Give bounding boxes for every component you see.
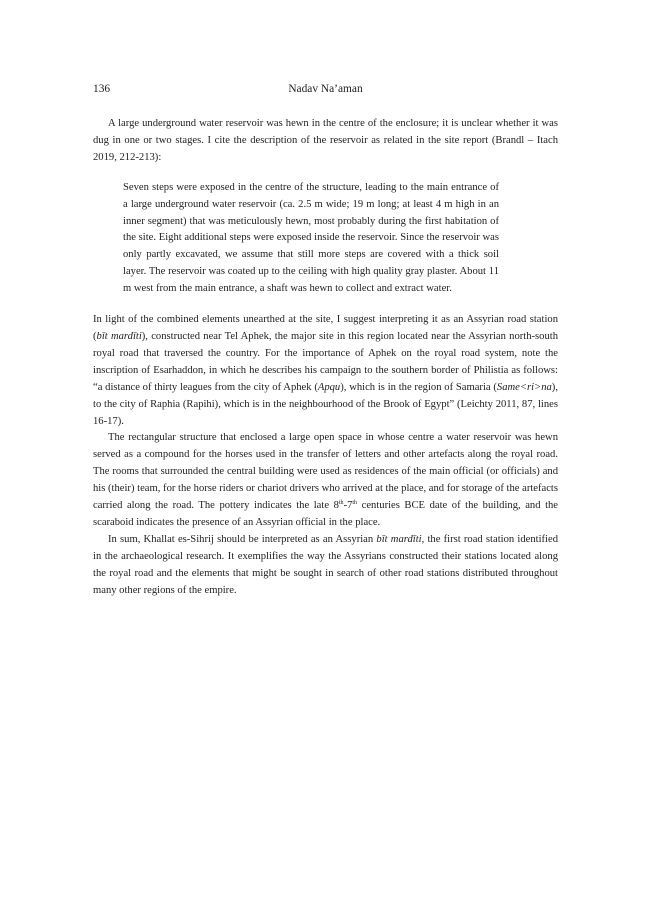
italic-term: Apqu — [317, 381, 341, 393]
paragraph-rectangular-structure — [93, 430, 558, 531]
text-span: In sum, Khallat es-Sihrij should be interpreted as an Assyrian — [108, 533, 377, 545]
superscript: th — [338, 500, 344, 507]
italic-term: bīt mardīti — [376, 533, 422, 545]
paragraph-conclusion — [93, 532, 558, 600]
text-span: ), constructed near Tel Aphek, the major site in this region located near the Assyrian north-south royal road that traversed the country. For the importance of Aphek on the royal road system, note the inscription of Esarhaddon, in which he describes his campaign to the southern border of Philistia as follows: “a distance of thirty leagues from the city of Aphek ( — [93, 330, 559, 393]
paragraph-road-station — [93, 312, 558, 430]
running-head: Nadav Na’aman — [288, 83, 363, 95]
body-text — [93, 116, 558, 599]
text-span: In light of the combined elements unearthed at the site, I suggest interpreting it as an Assyrian road station ( — [93, 314, 558, 342]
text-span: ), which is in the region of Samaria ( — [340, 381, 497, 393]
italic-term: Same<ri>na — [496, 381, 552, 393]
page-number: 136 — [93, 83, 111, 95]
block-quote: Seven steps were exposed in the centre of the structure, leading to the main entrance of a large underground water reservoir (ca. 2.5 m wide; 19 m long; at least 4 m high in an inner segment) that was meticulously hewn, most probably during the first habitation of the site. Eight additional steps were exposed inside the reservoir. Since the reservoir was only partly excavated, we assume that still more steps are covered with a thick soil layer. The reservoir was coated up to the ceiling with high quality gray plaster. About 11 m west from the main entrance, a shaft was hewn to collect and extract water. — [123, 181, 499, 295]
text-span: -7 — [343, 500, 353, 512]
text-span: ), to the city of Raphia (Rapihi), which is in the neighbourhood of the Brook of Egypt” (Leichty 2011, 87, lines 16-17). — [93, 381, 558, 427]
superscript: th — [352, 500, 358, 507]
page-header — [93, 83, 558, 99]
text-span: The rectangular structure that enclosed a large open space in whose centre a water reservoir was hewn served as a compound for the horses used in the transfer of letters and other artefacts along the royal road. The rooms that surrounded the central building were used as residences of the main official (or officials) and his (their) team, for the horse riders or chariot drivers who arrived at the place, and for storage of the artefacts carried along the road. The pottery indicates the late 8 — [93, 432, 558, 512]
text-span: centuries BCE date of the building, and the scaraboid indicates the presence of an Assyrian official in the place. — [93, 500, 559, 528]
italic-term: bīt mardīti — [96, 330, 142, 342]
text-span: , the first road station identified in the archaeological research. It exemplifies the way the Assyrians constructed their stations located along the royal road and the elements that might be sought in search of other road stations distributed throughout many other regions of the empire. — [93, 533, 558, 596]
paragraph-reservoir-intro: A large underground water reservoir was hewn in the centre of the enclosure; it is unclear whether it was dug in one or two stages. I cite the description of the reservoir as related in the site report (Brandl – Itach 2019, 212-213): — [93, 118, 558, 163]
